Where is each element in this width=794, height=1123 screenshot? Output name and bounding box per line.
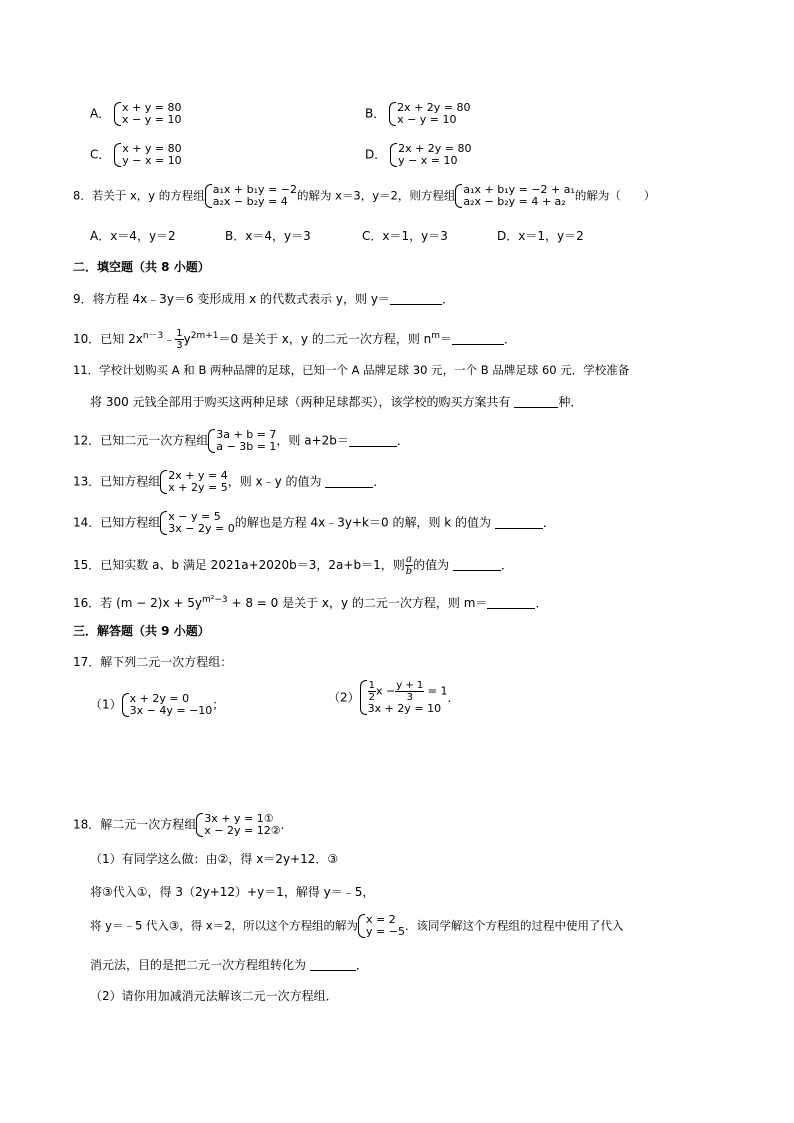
q7-option-d: D． 2x + 2y = 80 y − x = 10 [365,142,472,167]
q8-option-c: C．x＝1，y＝3 [362,229,448,243]
q13-system: 2x + y = 4 x + 2y = 5 [160,470,227,494]
q11-line-2: 将 300 元钱全部用于购买这两种足球（两种足球都买），该学校的购买方案共有 种． [90,395,583,409]
q15-answer-blank[interactable] [453,557,501,571]
q10: 10．已知 $2x^{n-3}﹣$ $\frac{1}{3}$ $y^{2m+1}=0$ 是关于 x，y 的二元一次方程，则 $n^m=$ ． [73,328,517,351]
q13: 13．已知方程组 2x + y = 4 x + 2y = 5 ，则 x﹣y 的值为 ． [73,469,386,494]
q7-d-system: 2x + 2y = 80 y − x = 10 [390,143,471,167]
q18-line-5: 消元法，目的是把二元一次方程组转化为 ． [90,958,368,972]
q7-option-b: B． 2x + 2y = 80 x − y = 10 [365,101,471,126]
q8-option-a: A．x＝4，y＝2 [90,229,176,243]
q7-option-a: A． x + y = 80 x − y = 10 [90,101,182,126]
q12-answer-blank[interactable] [349,433,397,447]
section-solve-title: 三．解答题（共 9 小题） [73,624,210,638]
q14-answer-blank[interactable] [495,515,543,529]
q7-b-system: 2x + 2y = 80 x − y = 10 [389,102,470,126]
q7-option-c: C． x + y = 80 y − x = 10 [90,142,182,167]
q17-2-system: $\frac{1}{2}$ x − $\frac{y + 1}{3}$ = 1 3x + 2y = 10 [360,680,448,715]
q9-answer-blank[interactable] [390,291,442,305]
q12: 12．已知二元一次方程组 3a + b = 7 a − 3b = 1 ，则 a+2b＝ ． [73,428,409,453]
q14-system: x − y = 5 3x − 2y = 0 [160,511,234,535]
q18-answer-blank[interactable] [310,957,356,971]
q13-answer-blank[interactable] [325,474,373,488]
q11-line-1: 11．学校计划购买 A 和 B 两种品牌的足球，已知一个 A 品牌足球 30 元，一个 B 品牌足球 60 元．学校准备 [73,363,630,377]
q9: 9．将方程 4x﹣3y＝6 变形成用 x 的代数式表示 y，则 y＝ ． [73,292,454,306]
q17-1-system: x + 2y = 0 3x − 4y = −10 [122,693,213,717]
q8-system-1: a₁x + b₁y = −2 a₂x − b₂y = 4 [205,184,297,208]
section-fill-in-title: 二．填空题（共 8 小题） [73,260,210,274]
q18-line-4: 将 y＝﹣5 代入③，得 x＝2，所以这个方程组的解为 x = 2 y = −5 ．该同学解这个方程组的过程中使用了代入 [90,913,624,938]
q8-system-2: a₁x + b₁y = −2 + a₁ a₂x − b₂y = 4 + a₂ [455,184,575,208]
q16-answer-blank[interactable] [487,595,535,609]
q10-answer-blank[interactable] [452,331,504,345]
q8-option-b: B．x＝4，y＝3 [225,229,311,243]
q16: 16．若 $(m - 2)x + 5y^{m^2-3} + 8 = 0$ 是关于 x，y 的二元一次方程，则 m＝ ． [73,595,548,610]
q18-solution-system: x = 2 y = −5 [358,914,405,938]
q15-fraction: $\frac{a}{b}$ [405,554,413,577]
q8-option-d: D．x＝1，y＝2 [497,229,584,243]
q18-line-3: 将③代入①，得 3（2y+12）+y＝1，解得 y＝﹣5， [90,885,375,899]
q8-stem: 8．若关于 x，y 的方程组 a₁x + b₁y = −2 a₂x − b₂y = 4 的解为 x＝3，y＝2，则方程组 a₁x + b₁y = −2 + a₁ a₂x − b₂y = 4 + a₂ 的解为（ ） [73,183,656,208]
q14: 14．已知方程组 x − y = 5 3x − 2y = 0 的解也是方程 4x﹣3y+k＝0 的解，则 k 的值为 ． [73,510,555,535]
q15: 15．已知实数 a、b 满足 2021a+2020b＝3，2a+b＝1，则 $\frac{a}{b}$ 的值为 ． [73,554,513,577]
q11-answer-blank[interactable] [514,394,558,408]
q7-c-system: x + y = 80 y − x = 10 [114,143,181,167]
q18-line-2: （1）有同学这么做：由②，得 x＝2y+12．③ [90,852,339,866]
q18-stem: 18．解二元一次方程组 3x + y = 1① x − 2y = 12② ． [73,812,293,837]
q12-system: 3a + b = 7 a − 3b = 1 [208,429,276,453]
q7-a-system: x + y = 80 x − y = 10 [114,102,181,126]
q10-fraction: $\frac{1}{3}$ [176,328,183,351]
q18-line-6: （2）请你用加减消元法解该二元一次方程组． [90,989,338,1003]
q17-part-2: （2） $\frac{1}{2}$ x − $\frac{y + 1}{3}$ = 1 3x + 2y = 10 ． [328,680,460,715]
q18-system: 3x + y = 1① x − 2y = 12② [196,813,280,837]
q17-part-1: （1） x + 2y = 0 3x − 4y = −10 ； [90,692,225,717]
q17-title: 17．解下列二元一次方程组： [73,655,233,669]
